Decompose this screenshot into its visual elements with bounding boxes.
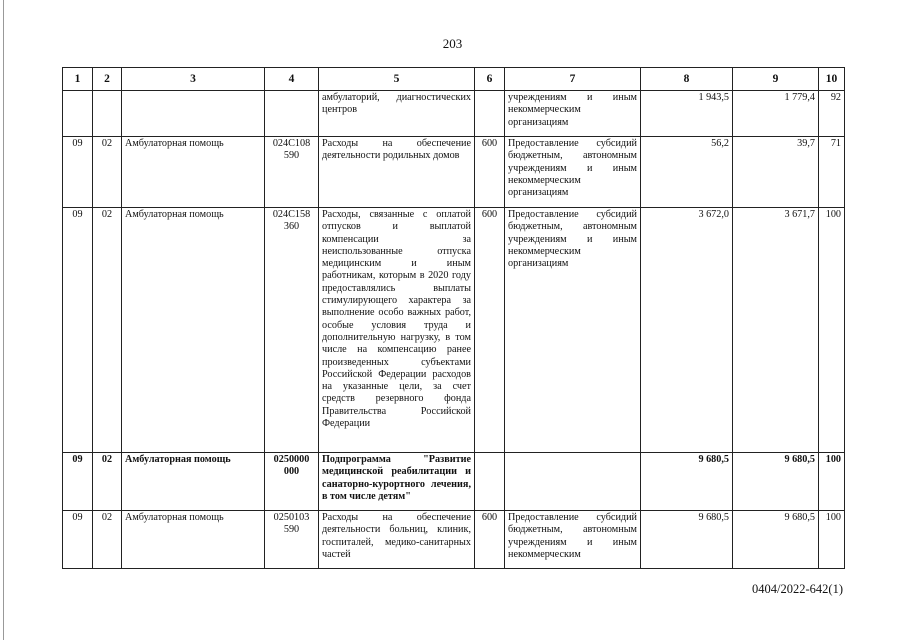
name-cell: Амбулаторная помощь [122, 208, 265, 453]
name-cell [122, 91, 265, 137]
header-cell: 6 [475, 68, 505, 91]
section-cell [63, 91, 93, 137]
value-col8-cell: 9 680,5 [641, 453, 733, 511]
value-col8-cell: 1 943,5 [641, 91, 733, 137]
description-cell: Расходы, связанные с оплатой отпусков и выплатой компенсации за неиспользованные отпуска медицинским и иным работникам, которым в 2020 году предоставлялись выплаты стимулирующего характера за выполнение особо важных работ, особые условия труда и дополнительную нагрузку, в том числе на компенсацию ранее произведенных субъектами Российской Федерации расходов на указанные цели, за счет средств резервного фонда Правительства Российской Федерации [319, 208, 475, 453]
type-description-cell: Предоставление субсидий бюджетным, автономным учреждениям и иным некоммерческим [505, 511, 641, 569]
type-description-cell: Предоставление субсидий бюджетным, автономным учреждениям и иным некоммерческим организациям [505, 208, 641, 453]
value-col8-cell: 9 680,5 [641, 511, 733, 569]
value-col9-cell: 3 671,7 [733, 208, 819, 453]
type-cell: 600 [475, 137, 505, 208]
header-cell: 4 [265, 68, 319, 91]
subsection-cell: 02 [93, 511, 122, 569]
subsection-cell [93, 91, 122, 137]
header-cell: 2 [93, 68, 122, 91]
code-cell: 0250000 000 [265, 453, 319, 511]
header-cell: 5 [319, 68, 475, 91]
code-cell: 024С108 590 [265, 137, 319, 208]
code-cell: 024С158 360 [265, 208, 319, 453]
value-col9-cell: 1 779,4 [733, 91, 819, 137]
section-cell: 09 [63, 137, 93, 208]
document-code: 0404/2022-642(1) [752, 582, 843, 596]
type-cell [475, 91, 505, 137]
value-col10-cell: 100 [819, 208, 845, 453]
type-cell: 600 [475, 511, 505, 569]
type-description-cell [505, 453, 641, 511]
subsection-cell: 02 [93, 453, 122, 511]
section-cell: 09 [63, 511, 93, 569]
type-description-cell: учреждениям и иным некоммерческим организациям [505, 91, 641, 137]
code-cell [265, 91, 319, 137]
section-cell: 09 [63, 208, 93, 453]
description-cell: амбулаторий, диагностических центров [319, 91, 475, 137]
table-row [63, 137, 845, 208]
value-col10-cell: 92 [819, 91, 845, 137]
table-header-row [63, 68, 845, 91]
description-cell: Расходы на обеспечение деятельности больниц, клиник, госпиталей, медико-санитарных частей [319, 511, 475, 569]
header-cell: 7 [505, 68, 641, 91]
description-cell: Подпрограмма "Развитие медицинской реабилитации и санаторно-курортного лечения, в том числе детям" [319, 453, 475, 511]
value-col8-cell: 56,2 [641, 137, 733, 208]
header-cell: 8 [641, 68, 733, 91]
type-description-cell: Предоставление субсидий бюджетным, автономным учреждениям и иным некоммерческим организациям [505, 137, 641, 208]
header-cell: 1 [63, 68, 93, 91]
value-col9-cell: 39,7 [733, 137, 819, 208]
budget-table [62, 67, 845, 569]
value-col10-cell: 71 [819, 137, 845, 208]
scan-edge-line [3, 0, 4, 640]
type-cell [475, 453, 505, 511]
subsection-cell: 02 [93, 137, 122, 208]
table-row [63, 91, 845, 137]
subsection-cell: 02 [93, 208, 122, 453]
header-cell: 10 [819, 68, 845, 91]
name-cell: Амбулаторная помощь [122, 511, 265, 569]
value-col10-cell: 100 [819, 453, 845, 511]
header-cell: 3 [122, 68, 265, 91]
value-col9-cell: 9 680,5 [733, 453, 819, 511]
table-row-subprogram [63, 453, 845, 511]
table-row [63, 208, 845, 453]
description-cell: Расходы на обеспечение деятельности родильных домов [319, 137, 475, 208]
header-cell: 9 [733, 68, 819, 91]
section-cell: 09 [63, 453, 93, 511]
value-col8-cell: 3 672,0 [641, 208, 733, 453]
value-col9-cell: 9 680,5 [733, 511, 819, 569]
name-cell: Амбулаторная помощь [122, 137, 265, 208]
type-cell: 600 [475, 208, 505, 453]
table-row [63, 511, 845, 569]
name-cell: Амбулаторная помощь [122, 453, 265, 511]
code-cell: 0250103 590 [265, 511, 319, 569]
page-number: 203 [442, 36, 463, 51]
value-col10-cell: 100 [819, 511, 845, 569]
